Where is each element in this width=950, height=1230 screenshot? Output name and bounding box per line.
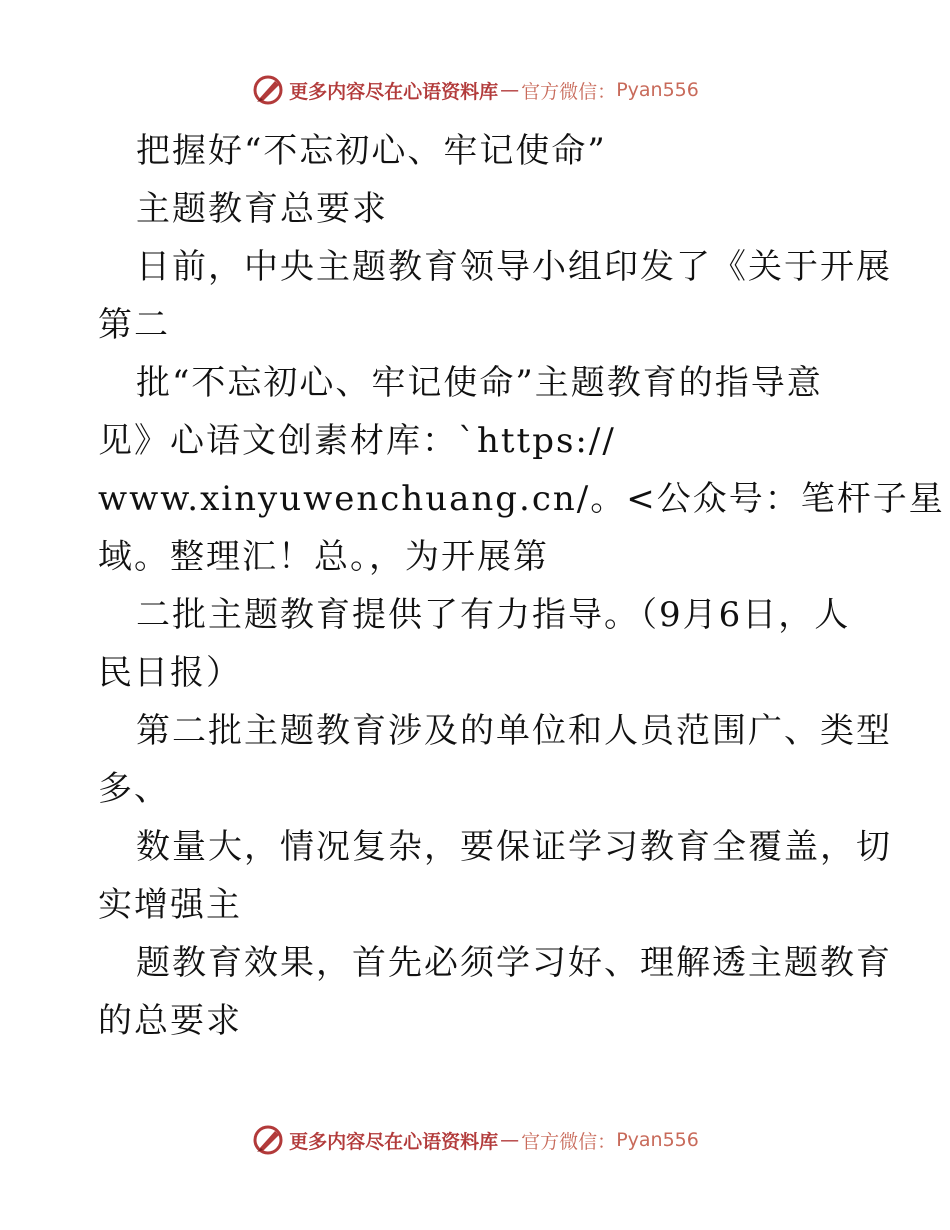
text-line: 第二 bbox=[98, 305, 170, 345]
text-line: 第二批主题教育涉及的单位和人员范围广、类型 bbox=[136, 711, 892, 751]
text-line: 域。整理汇！总。，为开展第 bbox=[98, 537, 549, 577]
footer-wechat-id: Pyan556 bbox=[616, 1129, 699, 1151]
text-line: 日前，中央主题教育领导小组印发了《关于开展 bbox=[136, 247, 892, 287]
footer-wechat-label: 官方微信： bbox=[521, 1130, 617, 1153]
header-banner bbox=[0, 70, 950, 110]
text-line: 多、 bbox=[98, 769, 170, 809]
text-line: www.xinyuwenchuang.cn/。<公众号：笔杆子星 bbox=[98, 479, 945, 519]
text-line: 题教育效果，首先必须学习好、理解透主题教育 bbox=[136, 943, 892, 983]
footer-banner bbox=[0, 1120, 950, 1160]
footer-brand-text: 更多内容尽在心语资料库 bbox=[289, 1130, 499, 1153]
text-line: 的总要求 bbox=[98, 1001, 242, 1041]
text-line: 批“不忘初心、牢记使命”主题教育的指导意 bbox=[136, 363, 823, 403]
header-wechat-label: 官方微信： bbox=[521, 80, 617, 103]
header-dash: — bbox=[500, 79, 520, 101]
text-line: 民日报） bbox=[98, 653, 242, 693]
text-line: 主题教育总要求 bbox=[136, 189, 388, 229]
header-brand-text: 更多内容尽在心语资料库 bbox=[289, 80, 499, 103]
text-line: 见》心语文创素材库：`https:// bbox=[98, 421, 616, 461]
text-line: 把握好“不忘初心、牢记使命” bbox=[136, 131, 607, 171]
header-wechat-id: Pyan556 bbox=[616, 79, 699, 101]
pen-logo-icon bbox=[251, 1123, 285, 1157]
footer-dash: — bbox=[500, 1129, 520, 1151]
document-body bbox=[98, 122, 945, 1050]
text-line: 实增强主 bbox=[98, 885, 242, 925]
text-line: 二批主题教育提供了有力指导。（9月6日，人 bbox=[136, 595, 851, 635]
text-line: 数量大，情况复杂，要保证学习教育全覆盖，切 bbox=[136, 827, 892, 867]
pen-logo-icon bbox=[251, 73, 285, 107]
